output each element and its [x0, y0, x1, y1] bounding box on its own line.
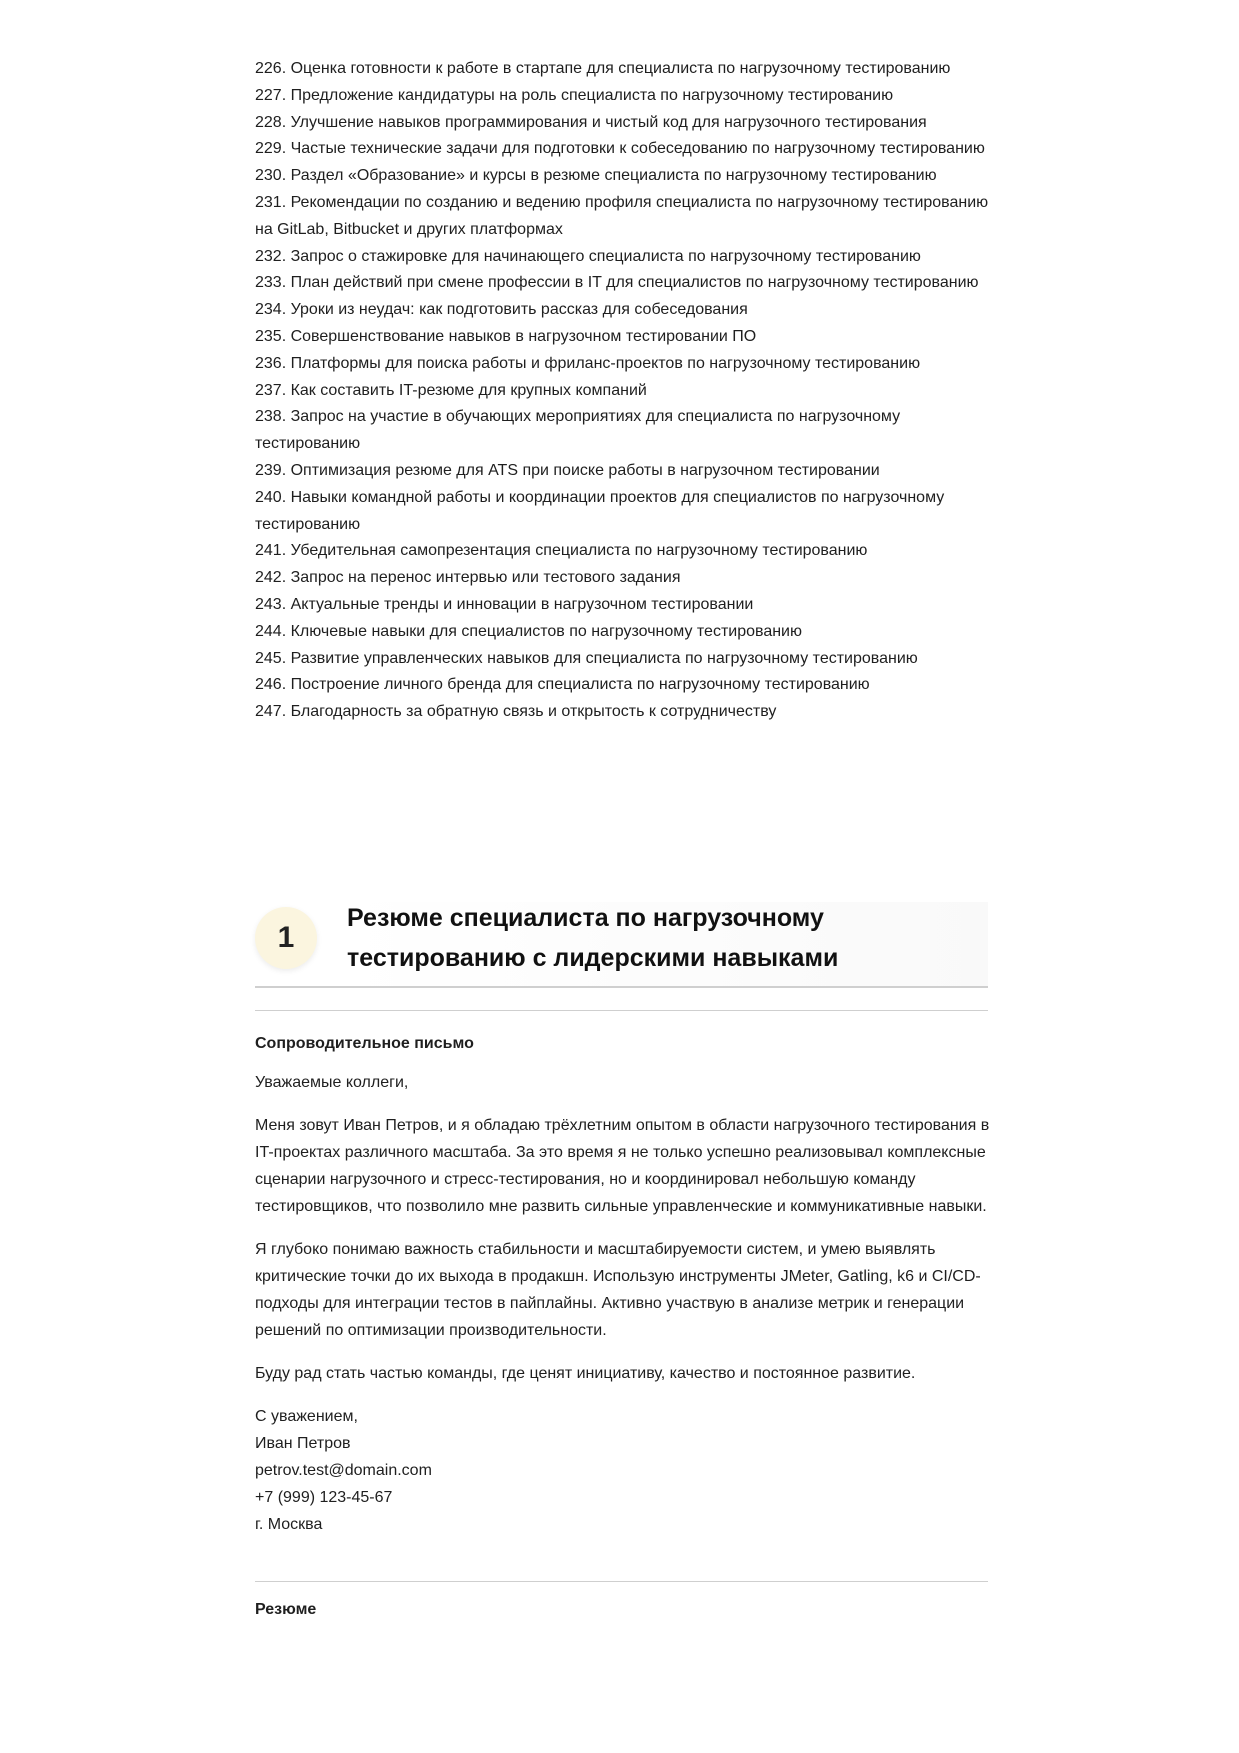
- signature-email: petrov.test@domain.com: [255, 1462, 432, 1479]
- toc-item[interactable]: 234. Уроки из неудач: как подготовить рассказ для собеседования: [255, 301, 748, 319]
- toc-item[interactable]: 238. Запрос на участие в обучающих мероприятиях для специалиста по нагрузочному тестированию: [255, 408, 901, 453]
- toc-item[interactable]: 246. Построение личного бренда для специалиста по нагрузочному тестированию: [255, 676, 870, 694]
- toc-item[interactable]: 227. Предложение кандидатуры на роль специалиста по нагрузочному тестированию: [255, 86, 894, 104]
- toc-item[interactable]: 230. Раздел «Образование» и курсы в резюме специалиста по нагрузочному тестированию: [255, 167, 937, 185]
- signature-phone: +7 (999) 123-45-67: [255, 1489, 393, 1506]
- toc-item[interactable]: 237. Как составить IT-резюме для крупных компаний: [255, 381, 647, 399]
- toc-list: [255, 56, 990, 726]
- section-number-badge: 1: [255, 907, 317, 969]
- toc-item[interactable]: 228. Улучшение навыков программирования и чистый код для нагрузочного тестирования: [255, 113, 927, 131]
- signature-city: г. Москва: [255, 1516, 323, 1533]
- toc-item[interactable]: 235. Совершенствование навыков в нагрузочном тестировании ПО: [255, 327, 757, 345]
- section-header: [255, 898, 988, 988]
- toc-item[interactable]: 233. План действий при смене профессии в IT для специалистов по нагрузочному тестированию: [255, 274, 979, 292]
- toc-item[interactable]: 245. Развитие управленческих навыков для специалиста по нагрузочному тестированию: [255, 649, 918, 667]
- toc-item[interactable]: 232. Запрос о стажировке для начинающего специалиста по нагрузочному тестированию: [255, 247, 921, 265]
- cover-letter: [255, 1030, 990, 1538]
- cover-letter-signature: [255, 1403, 990, 1538]
- toc-item[interactable]: 244. Ключевые навыки для специалистов по нагрузочному тестированию: [255, 622, 802, 640]
- toc-item[interactable]: 242. Запрос на перенос интервью или тестового задания: [255, 569, 681, 587]
- cover-letter-paragraph: Меня зовут Иван Петров, и я обладаю трёхлетним опытом в области нагрузочного тестирования в IT-проектах различного масштаба. За это время я не только успешно реализовывал комплексные сценарии нагрузочного и стресс-тестирования, но и координировал небольшую команду тестировщиков, что позволило мне развить сильные управленческие и коммуникативные навыки.: [255, 1117, 990, 1215]
- toc-item[interactable]: 236. Платформы для поиска работы и фриланс-проектов по нагрузочному тестированию: [255, 354, 921, 372]
- toc-item[interactable]: 239. Оптимизация резюме для ATS при поиске работы в нагрузочном тестировании: [255, 461, 880, 479]
- table-of-contents: [255, 56, 990, 726]
- cover-letter-paragraph: Я глубоко понимаю важность стабильности и масштабируемости систем, и умею выявлять критические точки до их выхода в продакшн. Использую инструменты JMeter, Gatling, k6 и CI/CD-подходы для интеграции тестов в пайплайны. Активно участвую в анализе метрик и генерации решений по оптимизации производительности.: [255, 1241, 981, 1339]
- divider: [255, 1581, 988, 1582]
- toc-item[interactable]: 247. Благодарность за обратную связь и открытость к сотрудничеству: [255, 703, 777, 721]
- toc-item[interactable]: 243. Актуальные тренды и инновации в нагрузочном тестировании: [255, 595, 754, 613]
- cover-letter-greeting: Уважаемые коллеги,: [255, 1074, 409, 1091]
- signature-closing: С уважением,: [255, 1408, 358, 1425]
- toc-item[interactable]: 231. Рекомендации по созданию и ведению профиля специалиста по нагрузочному тестированию на GitLab, Bitbucket и других платформах: [255, 193, 989, 238]
- section-title: Резюме специалиста по нагрузочному тестированию с лидерскими навыками: [347, 904, 839, 972]
- divider: [255, 1010, 988, 1011]
- cover-letter-paragraph: Буду рад стать частью команды, где ценят инициативу, качество и постоянное развитие.: [255, 1365, 916, 1382]
- toc-item[interactable]: 241. Убедительная самопрезентация специалиста по нагрузочному тестированию: [255, 542, 868, 560]
- signature-name: Иван Петров: [255, 1435, 351, 1452]
- cover-letter-heading: Сопроводительное письмо: [255, 1035, 474, 1052]
- resume-heading: Резюме: [255, 1601, 317, 1618]
- toc-item[interactable]: 240. Навыки командной работы и координации проектов для специалистов по нагрузочному тестированию: [255, 488, 945, 533]
- toc-item[interactable]: 229. Частые технические задачи для подготовки к собеседованию по нагрузочному тестированию: [255, 140, 985, 158]
- toc-item[interactable]: 226. Оценка готовности к работе в стартапе для специалиста по нагрузочному тестированию: [255, 60, 951, 77]
